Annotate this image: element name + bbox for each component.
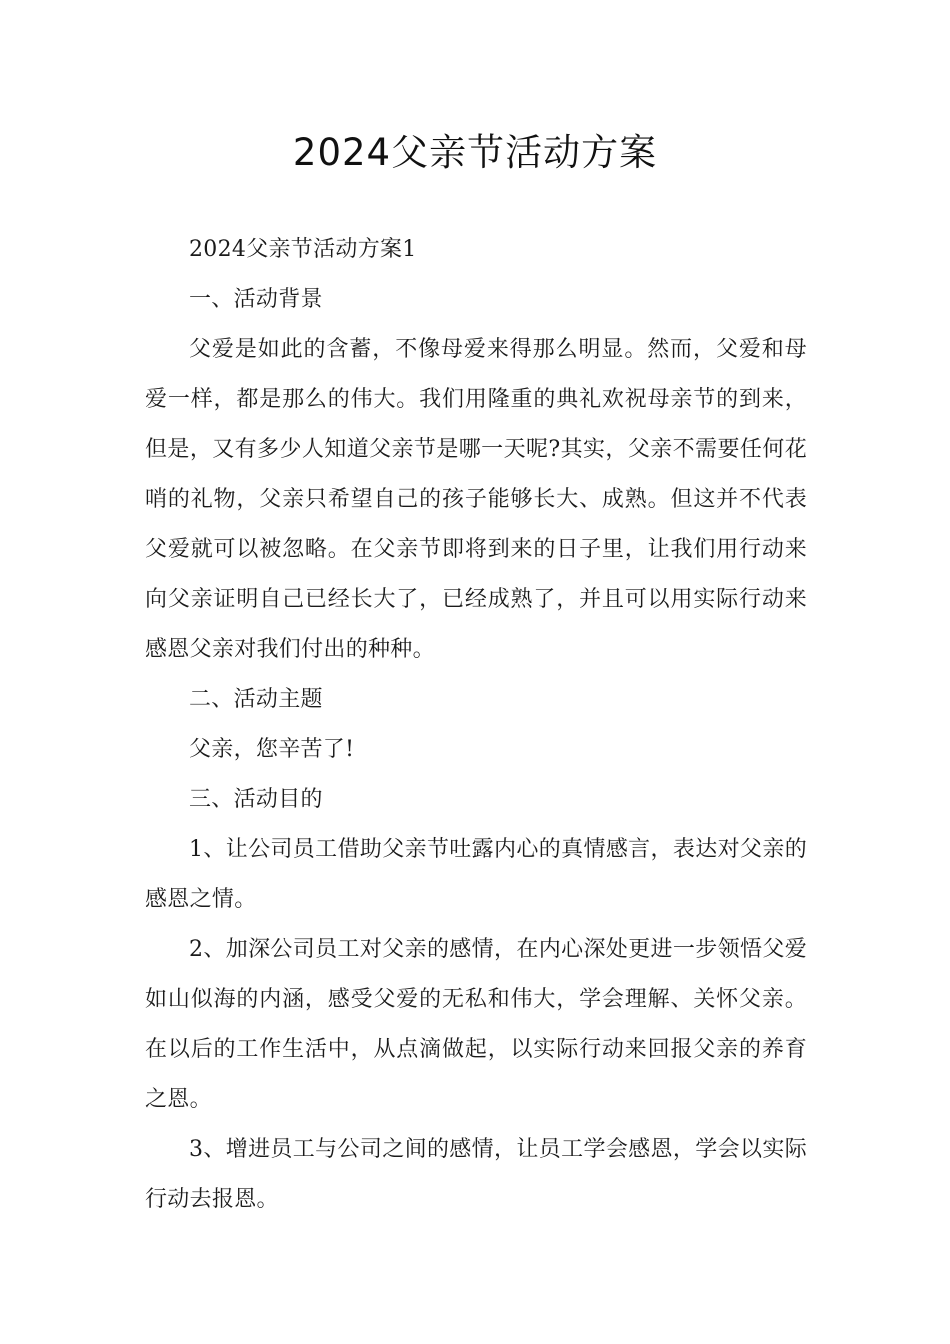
document-body <box>145 225 807 1225</box>
paragraph-background: 父爱是如此的含蓄，不像母爱来得那么明显。然而，父爱和母爱一样，都是那么的伟大。我们用隆重的典礼欢祝母亲节的到来，但是，又有多少人知道父亲节是哪一天呢?其实，父亲不需要任何花哨的礼物，父亲只希望自己的孩子能够长大、成熟。但这并不代表父爱就可以被忽略。在父亲节即将到来的日子里，让我们用行动来向父亲证明自己已经长大了，已经成熟了，并且可以用实际行动来感恩父亲对我们付出的种种。 <box>145 337 807 662</box>
paragraph-theme: 父亲，您辛苦了! <box>189 737 355 762</box>
purpose-item-2: 2、加深公司员工对父亲的感情，在内心深处更进一步领悟父爱如山似海的内涵，感受父爱的无私和伟大，学会理解、关怀父亲。在以后的工作生活中，从点滴做起，以实际行动来回报父亲的养育之恩。 <box>145 937 807 1112</box>
purpose-item-1: 1、让公司员工借助父亲节吐露内心的真情感言，表达对父亲的感恩之情。 <box>145 837 807 912</box>
section-heading-theme: 二、活动主题 <box>189 687 323 712</box>
purpose-item-3: 3、增进员工与公司之间的感情，让员工学会感恩，学会以实际行动去报恩。 <box>145 1137 807 1212</box>
document-title: 2024父亲节活动方案 <box>292 131 658 174</box>
section-heading-background: 一、活动背景 <box>189 287 323 312</box>
section-heading-purpose: 三、活动目的 <box>189 787 323 812</box>
section-subtitle: 2024父亲节活动方案1 <box>189 237 417 262</box>
